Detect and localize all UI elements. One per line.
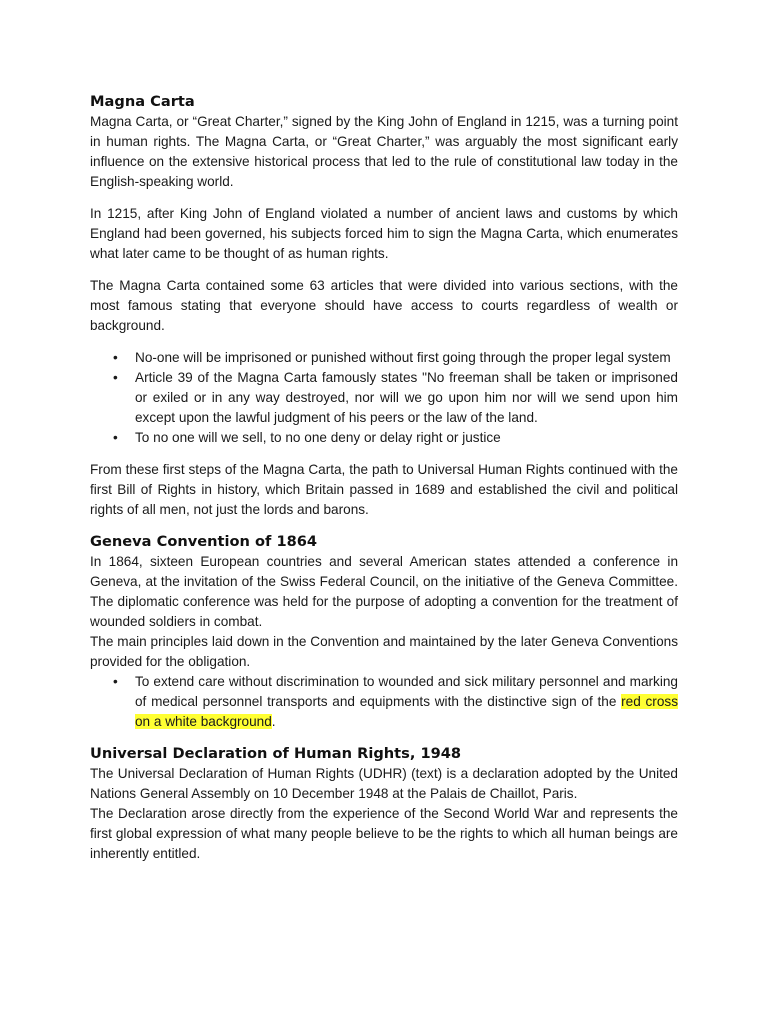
- magna-carta-heading: Magna Carta: [90, 93, 195, 110]
- geneva-bullet-list: [90, 672, 678, 732]
- magna-carta-paragraph-3: The Magna Carta contained some 63 articles that were divided into various sections, with the most famous stating that everyone should have access to courts regardless of wealth or background.: [90, 278, 678, 333]
- document-page: [90, 92, 678, 876]
- bullet-icon: •: [113, 430, 118, 445]
- list-item: [90, 368, 678, 428]
- section-udhr: [90, 744, 678, 864]
- udhr-heading: Universal Declaration of Human Rights, 1948: [90, 745, 462, 762]
- list-item-text: Article 39 of the Magna Carta famously states "No freeman shall be taken or imprisoned or exiled or in any way destroyed, nor will we go upon him nor will we send upon him except upon the lawful judgment of his peers or the law of the land.: [135, 370, 678, 425]
- geneva-heading: Geneva Convention of 1864: [90, 533, 318, 550]
- bullet-icon: •: [113, 350, 118, 365]
- list-item: [90, 348, 678, 368]
- magna-carta-paragraph-1: Magna Carta, or “Great Charter,” signed by the King John of England in 1215, was a turning point in human rights. The Magna Carta, or “Great Charter,” was arguably the most significant early influence on the extensive historical process that led to the rule of constitutional law today in the English-speaking world.: [90, 114, 678, 189]
- geneva-paragraph-1: In 1864, sixteen European countries and several American states attended a conference in Geneva, at the invitation of the Swiss Federal Council, on the initiative of the Geneva Committee. The diplomatic conference was held for the purpose of adopting a convention for the treatment of wounded soldiers in combat.: [90, 554, 678, 629]
- list-item: [90, 428, 678, 448]
- magna-carta-bullet-list: [90, 348, 678, 448]
- udhr-paragraph-2: The Declaration arose directly from the experience of the Second World War and represents the first global expression of what many people believe to be the rights to which all human beings are inherently entitled.: [90, 806, 678, 861]
- section-magna-carta: [90, 92, 678, 520]
- bullet-icon: •: [113, 674, 118, 689]
- highlighted-text: red cross on a white background: [135, 694, 678, 729]
- list-item-text: No-one will be imprisoned or punished without first going through the proper legal system: [135, 350, 671, 365]
- magna-carta-paragraph-2: In 1215, after King John of England violated a number of ancient laws and customs by which England had been governed, his subjects forced him to sign the Magna Carta, which enumerates what later came to be thought of as human rights.: [90, 206, 678, 261]
- list-item-end: .: [271, 714, 276, 729]
- list-item-text: To no one will we sell, to no one deny or delay right or justice: [135, 430, 501, 445]
- list-item-text: To extend care without discrimination to wounded and sick military personnel and marking of medical personnel transports and equipments with the distinctive sign of the: [135, 674, 678, 709]
- magna-carta-paragraph-4: From these first steps of the Magna Carta, the path to Universal Human Rights continued with the first Bill of Rights in history, which Britain passed in 1689 and established the civil and political rights of all men, not just the lords and barons.: [90, 462, 678, 517]
- bullet-icon: •: [113, 370, 118, 385]
- list-item: [90, 672, 678, 732]
- udhr-paragraph-1: The Universal Declaration of Human Rights (UDHR) (text) is a declaration adopted by the United Nations General Assembly on 10 December 1948 at the Palais de Chaillot, Paris.: [90, 766, 678, 801]
- section-geneva-convention: [90, 532, 678, 732]
- geneva-paragraph-2: The main principles laid down in the Convention and maintained by the later Geneva Conventions provided for the obligation.: [90, 634, 678, 669]
